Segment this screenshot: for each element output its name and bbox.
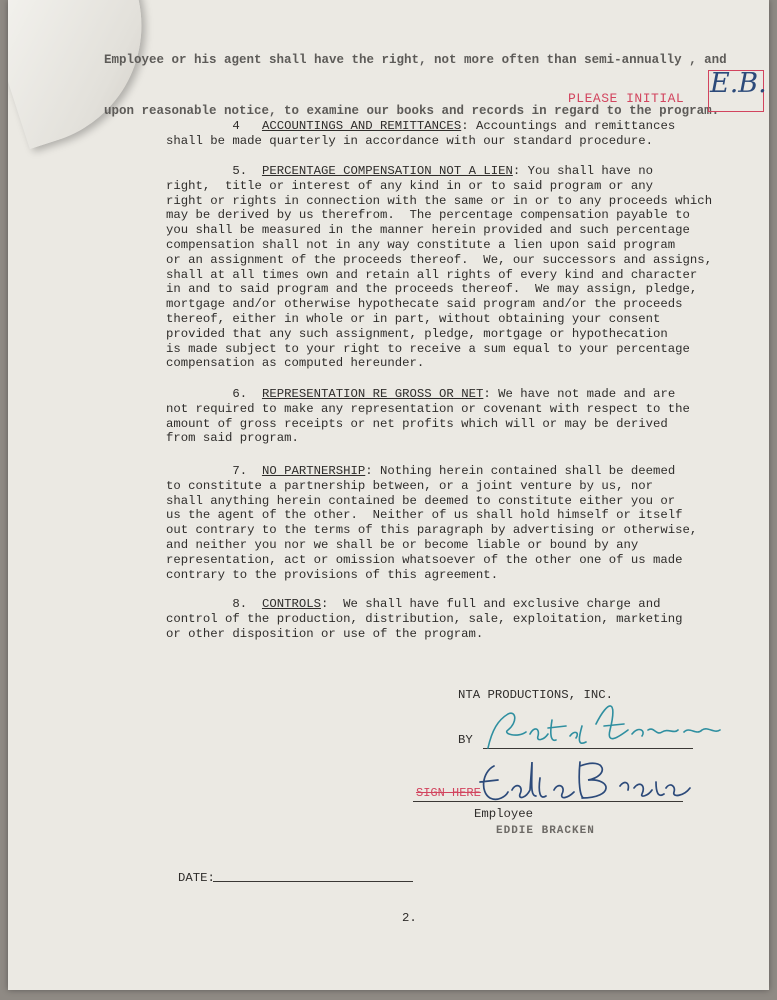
section-lead: : We have not made and are — [483, 387, 676, 401]
section-lead: : You shall have no — [512, 164, 654, 178]
section-6 — [166, 387, 726, 446]
section-line: may be derived by us therefrom. The percentage compensation payable to — [166, 208, 690, 223]
section-line: us the agent of the other. Neither of us shall hold himself or itself — [166, 508, 683, 523]
section-heading: ACCOUNTINGS AND REMITTANCES — [261, 119, 462, 133]
section-line: representation, act or omission whatsoever of the other one of us made — [166, 552, 683, 567]
section-line: compensation shall not in any way constitute a lien upon said program — [166, 237, 676, 252]
section-number: 5. — [232, 164, 248, 178]
section-heading: REPRESENTATION RE GROSS OR NET — [261, 387, 484, 401]
section-line: right or rights in connection with the same or in or to any proceeds which — [166, 193, 713, 208]
company-name: NTA PRODUCTIONS, INC. — [458, 688, 613, 702]
employee-signature — [470, 752, 700, 812]
section-heading: NO PARTNERSHIP — [261, 464, 366, 478]
carryover-line: upon reasonable notice, to examine our books and records in regard to the program. — [104, 104, 720, 118]
by-label: BY — [458, 733, 473, 747]
section-number: 6. — [232, 387, 248, 401]
section-line: is made subject to your right to receive a sum equal to your percentage — [166, 341, 690, 356]
page-number: 2. — [402, 911, 417, 925]
date-label: DATE: — [178, 871, 215, 885]
section-lead: : Accountings and remittances — [461, 119, 676, 133]
section-line: shall be made quarterly in accordance with our standard procedure. — [166, 133, 654, 148]
section-line: and neither you nor we shall be or become liable or bound by any — [166, 537, 639, 552]
section-line: shall at all times own and retain all rights of every kind and character — [166, 267, 698, 282]
handwritten-initials: E.B. — [710, 68, 767, 99]
section-number: 4 — [232, 119, 240, 133]
section-heading: CONTROLS — [261, 597, 321, 611]
section-line: thereof, either in whole or in part, without obtaining your consent — [166, 311, 661, 326]
section-line: you shall be measured in the manner herein provided and such percentage — [166, 223, 690, 238]
date-line — [213, 881, 413, 882]
section-line: out contrary to the terms of this paragraph by advertising or otherwise, — [166, 523, 698, 538]
sign-here-label: SIGN HERE — [416, 786, 481, 800]
section-line: control of the production, distribution, sale, exploitation, marketing — [166, 611, 683, 626]
please-initial-label: PLEASE INITIAL — [568, 91, 685, 106]
company-signature — [478, 690, 728, 760]
section-7 — [166, 464, 726, 582]
section-line: from said program. — [166, 431, 299, 446]
employee-label: Employee — [474, 807, 534, 821]
section-line: provided that any such assignment, pledge, mortgage or hypothecation — [166, 326, 668, 341]
section-line: right, title or interest of any kind in or to said program or any — [166, 178, 654, 193]
section-lead: : Nothing herein contained shall be deemed — [365, 464, 676, 478]
section-lead: : We shall have full and exclusive charge and — [321, 597, 661, 611]
section-number: 8. — [232, 597, 248, 611]
section-4 — [166, 119, 726, 149]
section-line: amount of gross receipts or net profits which will or may be derived — [166, 416, 668, 431]
section-heading: PERCENTAGE COMPENSATION NOT A LIEN — [261, 164, 513, 178]
carryover-line: Employee or his agent shall have the right, not more often than semi-annually , and — [104, 53, 727, 67]
section-line: mortgage and/or otherwise hypothecate said program and/or the proceeds — [166, 297, 683, 312]
section-line: in and to said program and the proceeds thereof. We may assign, pledge, — [166, 282, 698, 297]
section-line: not required to make any representation or covenant with respect to the — [166, 401, 690, 416]
section-5 — [166, 164, 726, 371]
section-line: shall anything herein contained be deemed to constitute either you or — [166, 493, 676, 508]
section-number: 7. — [232, 464, 248, 478]
typed-employee-name: EDDIE BRACKEN — [496, 825, 595, 837]
section-line: contrary to the provisions of this agreement. — [166, 567, 499, 582]
section-line: or other disposition or use of the program. — [166, 626, 484, 641]
section-line: or an assignment of the proceeds thereof. We, our successors and assigns, — [166, 252, 713, 267]
section-line: compensation as computed hereunder. — [166, 356, 425, 371]
section-8 — [166, 597, 726, 641]
section-line: to constitute a partnership between, or a joint venture by us, nor — [166, 478, 654, 493]
document-page — [8, 0, 769, 990]
